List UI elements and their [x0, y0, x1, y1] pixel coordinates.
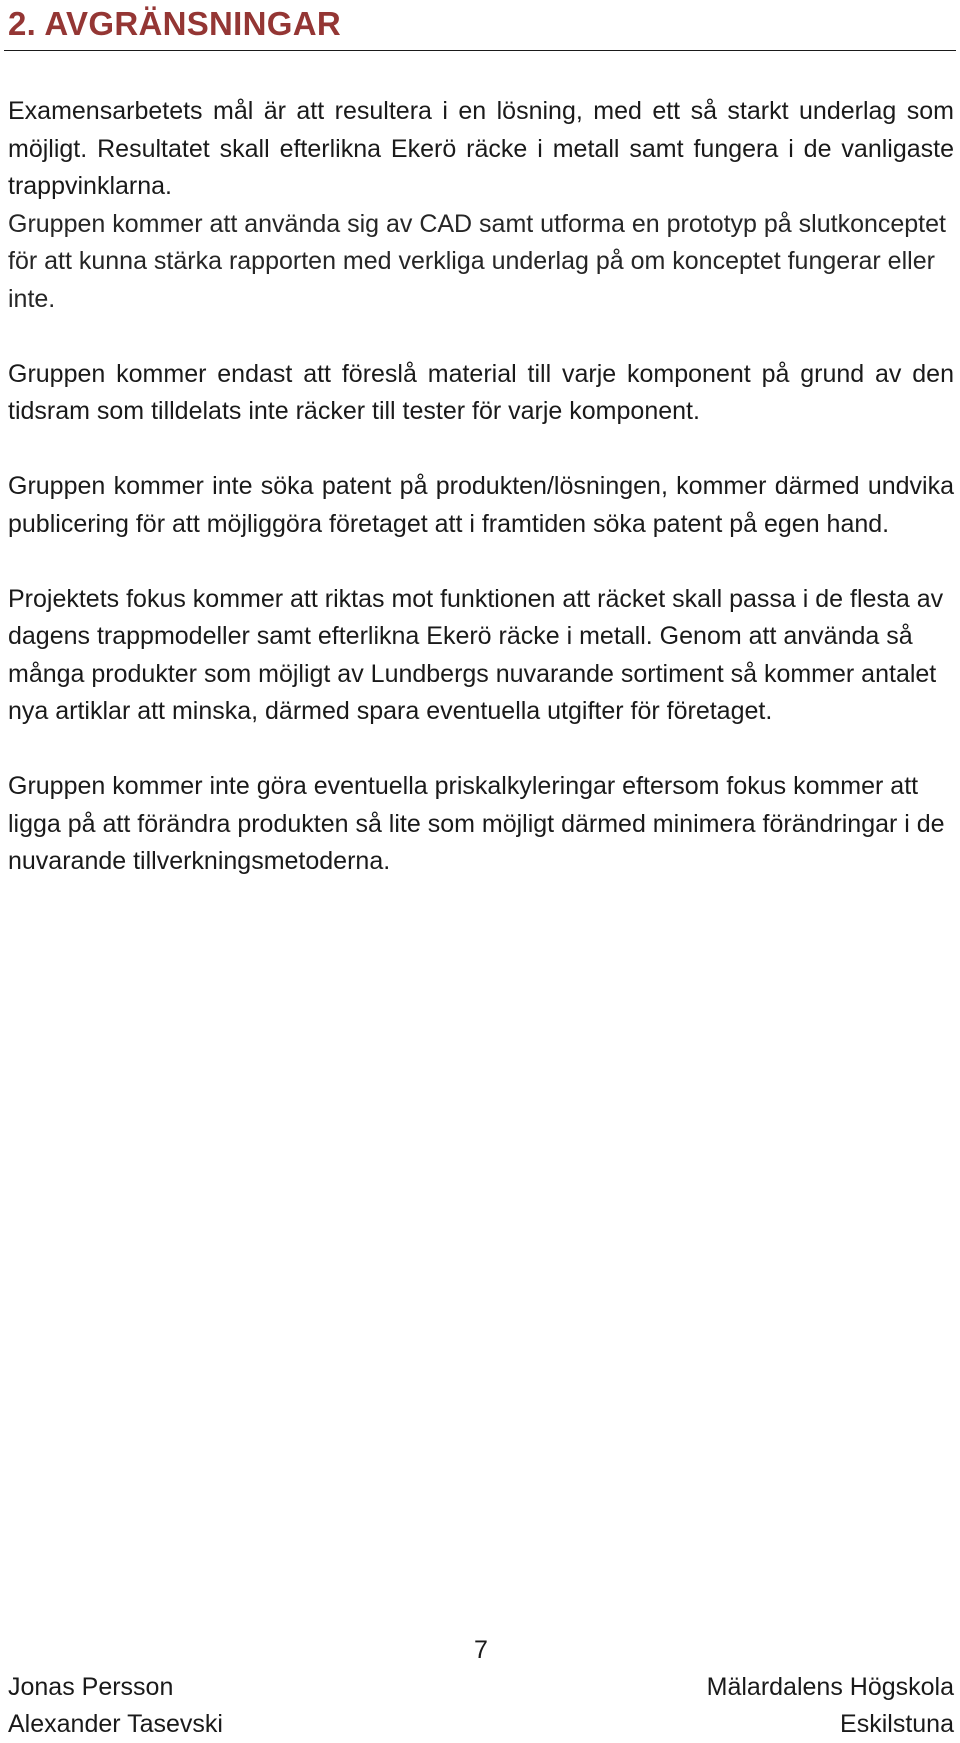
page-number: 7 — [474, 1636, 488, 1664]
paragraph-cad-prototype: Gruppen kommer att använda sig av CAD samt utforma en prototyp på slutkonceptet för att kunna stärka rapporten med verkliga underlag på om konceptet fungerar eller inte. — [8, 209, 946, 313]
document-page — [8, 0, 956, 1742]
paragraph-materials: Gruppen kommer endast att föreslå material till varje komponent på grund av den tidsram som tilldelats inte räcker till tester för varje komponent. — [8, 359, 954, 425]
paragraph-project-focus: Projektets fokus kommer att riktas mot funktionen att räcket skall passa i de flesta av dagens trappmodeller samt efterlikna Ekerö räcke i metall. Genom att använda så många produkter som möjligt av Lundbergs nuvarande sortiment så kommer antalet nya artiklar att minska, därmed spara eventuella utgifter för företaget. — [8, 584, 944, 725]
paragraph-scope: Examensarbetets mål är att resultera i en lösning, med ett så starkt underlag som möjligt. Resultatet skall efterlikna Ekerö räcke i metall samt fungera i de vanligaste trappvinklarna. — [8, 97, 954, 200]
footer-authors — [8, 1669, 223, 1743]
heading-divider — [4, 50, 956, 51]
footer-author-1: Jonas Persson — [8, 1673, 174, 1701]
footer-institution-name: Mälardalens Högskola — [706, 1673, 954, 1701]
footer-author-2: Alexander Tasevski — [8, 1710, 223, 1738]
section-heading: 2. AVGRÄNSNINGAR — [8, 5, 341, 42]
section-body — [8, 93, 954, 918]
paragraph-price-calculation: Gruppen kommer inte göra eventuella priskalkyleringar eftersom fokus kommer att ligga på att förändra produkten så lite som möjligt därmed minimera förändringar i de nuvarande tillverkningsmetoderna. — [8, 772, 945, 875]
page-footer — [8, 1632, 954, 1742]
paragraph-patent: Gruppen kommer inte söka patent på produkten/lösningen, kommer därmed undvika publicering för att möjliggöra företaget att i framtiden söka patent på egen hand. — [8, 472, 954, 538]
footer-institution — [707, 1669, 954, 1743]
footer-city: Eskilstuna — [840, 1710, 954, 1738]
